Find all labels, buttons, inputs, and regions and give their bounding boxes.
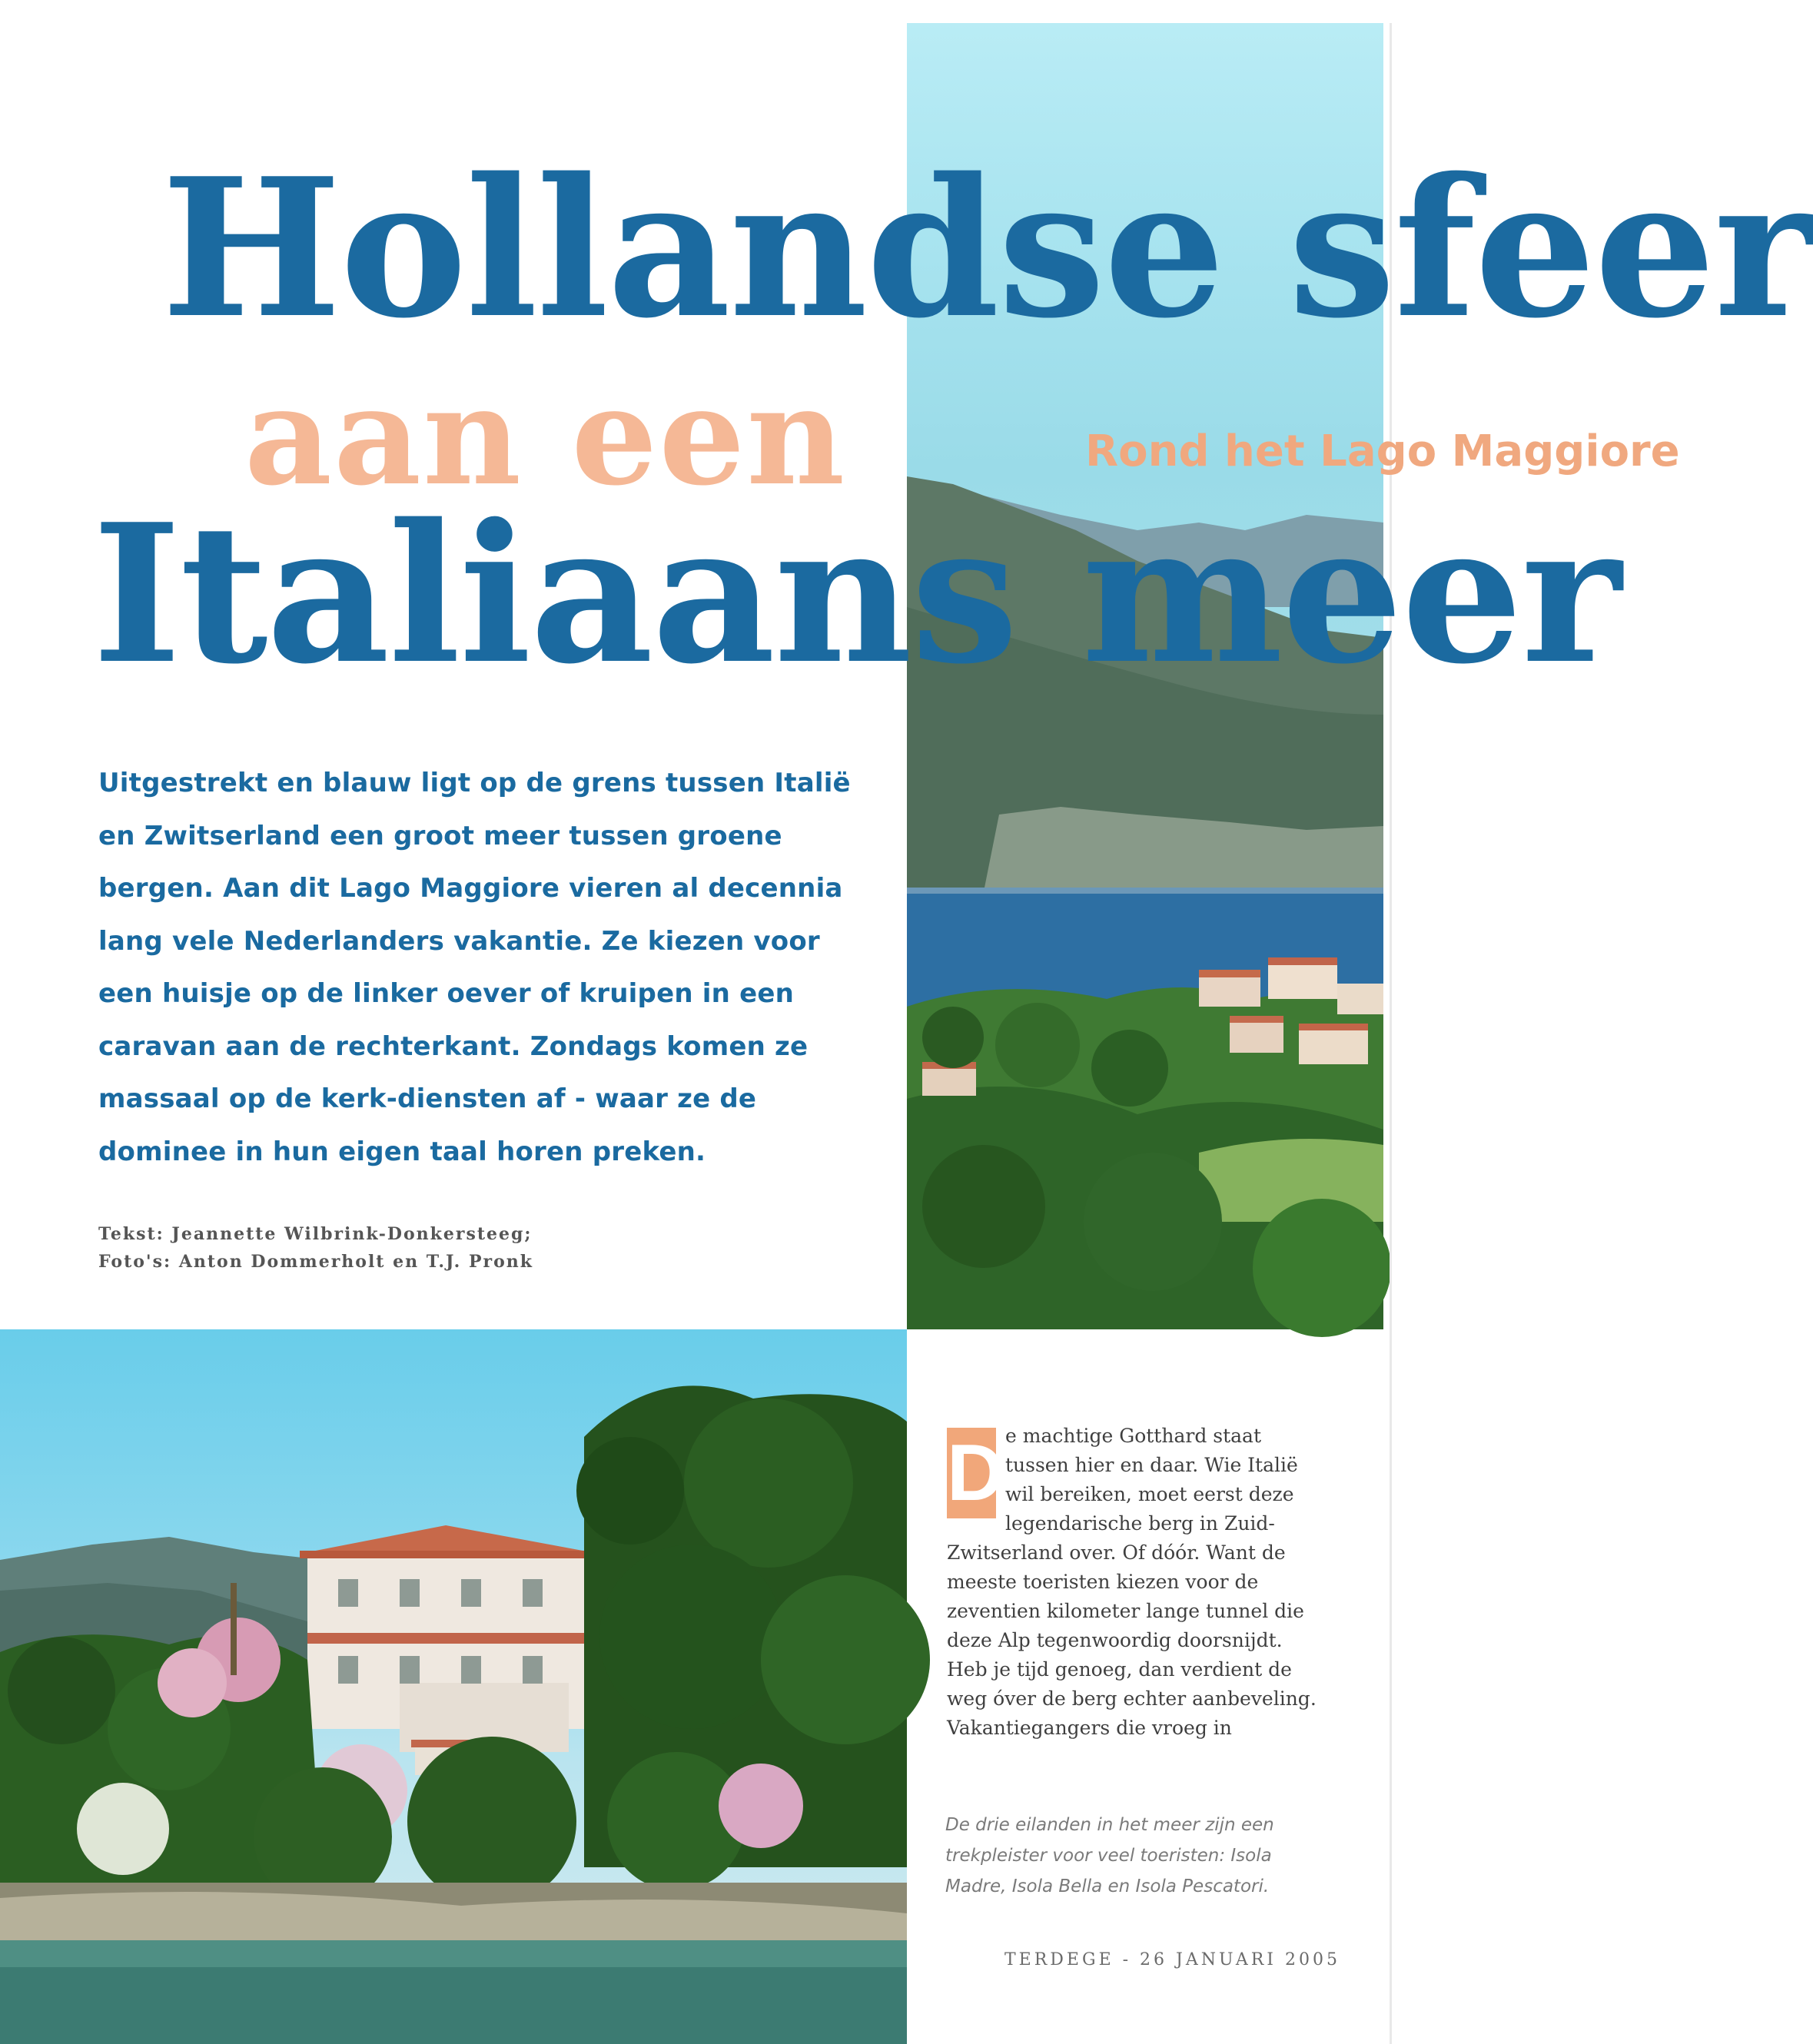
intro-lead: Uitgestrekt en blauw ligt op de grens tussen Italië en Zwitserland een groot meer tussen groene bergen. Aan dit Lago Maggiore vieren al decennia lang vele Nederlanders vakantie. Ze kiezen voor een huisje op de linker oever of kruipen in een caravan aan de rechterkant. Zondags komen ze massaal op de kerk-diensten af - waar ze de dominee in hun eigen taal horen preken. — [98, 768, 851, 1167]
body-column — [947, 1422, 1320, 1743]
credits — [98, 1220, 533, 1276]
villa-photo-drawing — [0, 1329, 907, 2044]
credit-photos: Foto's: Anton Dommerholt en T.J. Pronk — [98, 1252, 534, 1272]
headline-line-2: aan een — [244, 357, 847, 516]
credit-text: Tekst: Jeannette Wilbrink-Donkersteeg; — [98, 1224, 533, 1244]
body-paragraph-1: e machtige Gotthard staat tussen hier en daar. Wie Italië wil bereiken, moet eerst deze legendarische berg in Zuid-Zwitserland over. Of dóór. Want de meeste toeristen kiezen voor de zeventien kilometer lange tunnel die deze Alp tegenwoordig doorsnijdt. — [947, 1425, 1304, 1651]
tagline: Rond het Lago Maggiore — [1085, 426, 1680, 476]
tagline-block — [0, 0, 1680, 538]
headline-line-3: Italiaans meer — [92, 483, 1620, 706]
body-paragraph-2: Heb je tijd genoeg, dan verdient de weg óver de berg echter aanbeveling. Vakantiegangers die vroeg in — [947, 1658, 1317, 1739]
page-footer: TERDEGE - 26 JANUARI 2005 — [1004, 1950, 1340, 1969]
villa-photo — [0, 1329, 907, 2044]
dropcap: D — [947, 1428, 1005, 1518]
headline-line-1: Hollandse sfeer — [161, 137, 1813, 360]
photo-caption: De drie eilanden in het meer zijn een trekpleister voor veel toeristen: Isola Madre, Isola Bella en Isola Pescatori. — [945, 1815, 1274, 1896]
